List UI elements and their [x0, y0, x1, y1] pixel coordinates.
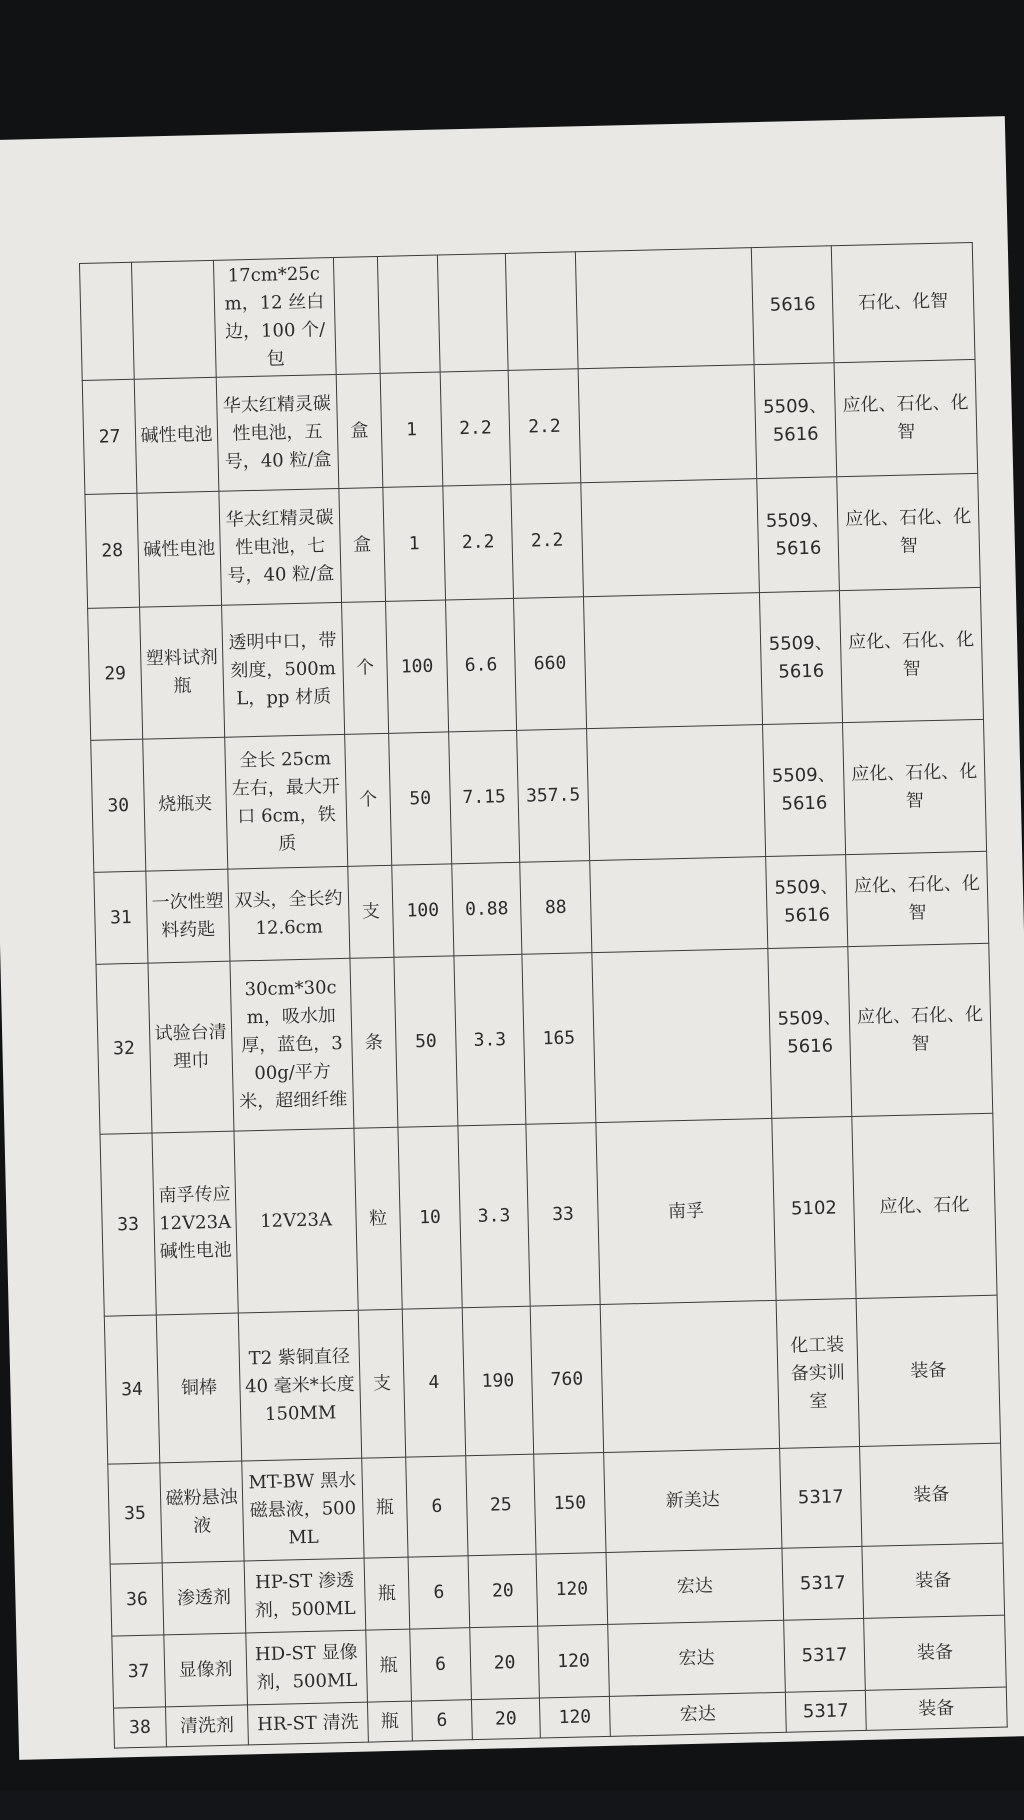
item-name: 清洗剂	[166, 1705, 249, 1747]
item-spec: 30cm*30cm，吸水加厚，蓝色，300g/平方米，超细纤维	[230, 958, 354, 1131]
item-brand	[581, 479, 760, 597]
item-unit-price: 0.88	[452, 862, 522, 956]
item-quantity: 50	[394, 956, 458, 1127]
item-lab: 5509、5616	[754, 363, 837, 479]
item-unit: 支	[348, 865, 394, 958]
item-name: 烧瓶夹	[143, 737, 228, 871]
table-row	[85, 473, 980, 608]
item-name: 塑料试剂瓶	[140, 605, 225, 739]
item-brand: 南孚	[596, 1118, 776, 1304]
item-unit-price: 3.3	[458, 1124, 530, 1308]
item-lab: 化工装备实训室	[776, 1298, 859, 1448]
item-unit-price: 25	[466, 1454, 536, 1556]
item-name: 碱性电池	[134, 377, 219, 493]
item-name: 试验台清理巾	[148, 961, 234, 1133]
item-spec: 17cm*25cm，12 丝白边，100 个/包	[213, 258, 336, 378]
item-total: 2.2	[508, 369, 581, 485]
item-brand: 宏达	[608, 1620, 786, 1696]
item-lab: 5317	[785, 1690, 866, 1732]
item-lab: 5509、5616	[766, 855, 848, 949]
table-row	[82, 359, 977, 494]
row-number: 38	[114, 1707, 167, 1748]
item-quantity: 6	[408, 1556, 470, 1629]
item-total: 88	[520, 861, 592, 955]
item-total: 2.2	[511, 483, 584, 599]
item-unit: 个	[345, 733, 392, 866]
background-floor	[0, 1790, 1024, 1820]
item-unit-price: 2.2	[440, 370, 511, 486]
item-user-dept: 装备	[865, 1687, 1007, 1730]
table-row	[96, 943, 993, 1134]
item-brand	[578, 365, 757, 483]
item-quantity	[377, 255, 440, 373]
item-quantity: 1	[380, 372, 443, 487]
item-total: 33	[526, 1123, 600, 1307]
item-unit: 个	[342, 601, 389, 734]
item-unit: 盒	[339, 487, 386, 602]
item-user-dept: 应化、石化、化智	[848, 943, 993, 1116]
table-row	[79, 242, 975, 380]
row-number: 31	[94, 871, 148, 964]
item-name: 渗透剂	[162, 1561, 246, 1635]
item-lab: 5509、5616	[768, 947, 852, 1119]
row-number: 34	[104, 1315, 159, 1464]
table-row	[104, 1295, 1000, 1464]
item-unit-price: 7.15	[449, 730, 520, 864]
table-row	[100, 1113, 997, 1316]
procurement-table	[79, 242, 1008, 1749]
item-user-dept: 装备	[856, 1295, 1000, 1446]
item-unit-price: 3.3	[454, 954, 526, 1126]
row-number: 32	[96, 963, 152, 1134]
item-total: 120	[538, 1624, 610, 1698]
row-number: 35	[108, 1463, 162, 1564]
item-name	[131, 260, 216, 379]
item-unit: 瓶	[367, 1701, 412, 1742]
item-spec: T2 紫铜直径 40 毫米*长度 150MM	[238, 1310, 361, 1461]
item-total: 120	[539, 1696, 610, 1738]
item-unit: 粒	[354, 1127, 402, 1310]
item-brand	[587, 725, 766, 861]
item-unit-price: 20	[470, 1626, 540, 1700]
item-unit-price: 20	[468, 1554, 538, 1628]
table-row	[88, 587, 984, 740]
item-user-dept: 装备	[860, 1443, 1003, 1546]
row-number: 30	[91, 739, 146, 872]
item-spec: 华太红精灵碳性电池，七号，40 粒/盒	[219, 488, 342, 605]
item-lab: 5317	[784, 1618, 866, 1692]
row-number: 33	[100, 1133, 156, 1316]
item-spec: MT-BW 黑水磁悬液，500ML	[242, 1458, 364, 1561]
item-lab: 5317	[782, 1546, 864, 1620]
item-name: 铜棒	[156, 1313, 241, 1463]
item-user-dept: 应化、石化、化智	[843, 719, 987, 854]
item-lab: 5102	[772, 1117, 856, 1301]
row-number: 37	[112, 1635, 166, 1708]
item-unit: 条	[350, 957, 398, 1128]
item-quantity: 100	[386, 600, 449, 733]
item-total: 357.5	[517, 729, 590, 863]
item-brand	[592, 948, 772, 1122]
row-number: 27	[82, 379, 137, 494]
item-total	[505, 252, 578, 371]
item-quantity: 100	[392, 864, 454, 957]
item-spec: HR-ST 清洗	[247, 1702, 368, 1745]
item-user-dept: 应化、石化、化智	[834, 359, 978, 476]
item-user-dept: 应化、石化、化智	[846, 851, 989, 946]
item-brand: 宏达	[609, 1692, 786, 1736]
item-spec: 透明中口，带刻度，500mL，pp 材质	[222, 602, 345, 737]
item-quantity: 10	[398, 1126, 462, 1309]
item-quantity: 6	[406, 1456, 468, 1557]
item-lab: 5509、5616	[757, 477, 840, 593]
item-spec: 全长 25cm 左右，最大开口 6cm，铁质	[225, 734, 348, 869]
item-spec: 12V23A	[234, 1128, 358, 1313]
row-number: 29	[88, 607, 143, 740]
item-user-dept: 石化、化智	[831, 242, 975, 362]
item-quantity: 50	[389, 732, 452, 865]
item-brand: 宏达	[606, 1548, 784, 1624]
item-total: 660	[513, 597, 586, 731]
item-name: 一次性塑料药匙	[146, 869, 230, 963]
item-unit: 瓶	[362, 1457, 408, 1558]
item-unit-price: 2.2	[443, 484, 514, 600]
item-brand	[575, 248, 754, 369]
item-name: 显像剂	[164, 1633, 248, 1707]
item-spec: 华太红精灵碳性电池，五号，40 粒/盒	[216, 374, 339, 491]
item-unit: 盒	[336, 373, 383, 488]
item-lab: 5317	[780, 1446, 862, 1548]
table-row	[91, 719, 987, 872]
item-lab: 5509、5616	[763, 723, 846, 857]
item-unit-price: 6.6	[446, 598, 517, 732]
item-unit: 支	[358, 1309, 405, 1458]
item-total: 165	[522, 953, 596, 1125]
item-total: 760	[530, 1305, 603, 1455]
item-unit-price: 190	[462, 1306, 533, 1456]
item-unit: 瓶	[366, 1629, 412, 1702]
item-user-dept: 装备	[862, 1543, 1005, 1618]
item-name: 碱性电池	[137, 491, 222, 607]
item-unit: 瓶	[364, 1557, 410, 1630]
row-number: 36	[110, 1563, 164, 1636]
item-brand: 新美达	[604, 1448, 782, 1552]
item-lab: 5509、5616	[759, 591, 842, 725]
item-brand	[590, 857, 768, 953]
item-spec: HP-ST 渗透剂，500ML	[244, 1558, 366, 1633]
item-quantity: 6	[411, 1700, 472, 1741]
item-unit-price	[437, 253, 508, 372]
document-page	[0, 116, 1024, 1760]
item-user-dept: 应化、石化	[852, 1113, 997, 1298]
item-name: 磁粉悬浊液	[160, 1461, 244, 1563]
item-quantity: 6	[410, 1628, 472, 1701]
item-user-dept: 应化、石化、化智	[837, 473, 981, 590]
item-spec: HD-ST 显像剂，500ML	[246, 1630, 368, 1705]
item-lab: 5616	[751, 246, 834, 365]
item-total: 120	[536, 1552, 608, 1626]
item-total: 150	[534, 1452, 606, 1554]
item-spec: 双头，全长约 12.6cm	[228, 866, 350, 961]
item-quantity: 1	[383, 486, 446, 601]
item-name: 南孚传应 12V23A 碱性电池	[152, 1131, 238, 1315]
item-user-dept: 装备	[864, 1615, 1007, 1690]
item-quantity: 4	[402, 1308, 465, 1457]
item-user-dept: 应化、石化、化智	[839, 587, 983, 722]
item-unit-price: 20	[471, 1698, 540, 1740]
item-brand	[583, 593, 762, 729]
row-number	[79, 262, 134, 380]
item-brand	[600, 1300, 779, 1452]
item-unit	[333, 256, 380, 374]
row-number: 28	[85, 493, 140, 608]
